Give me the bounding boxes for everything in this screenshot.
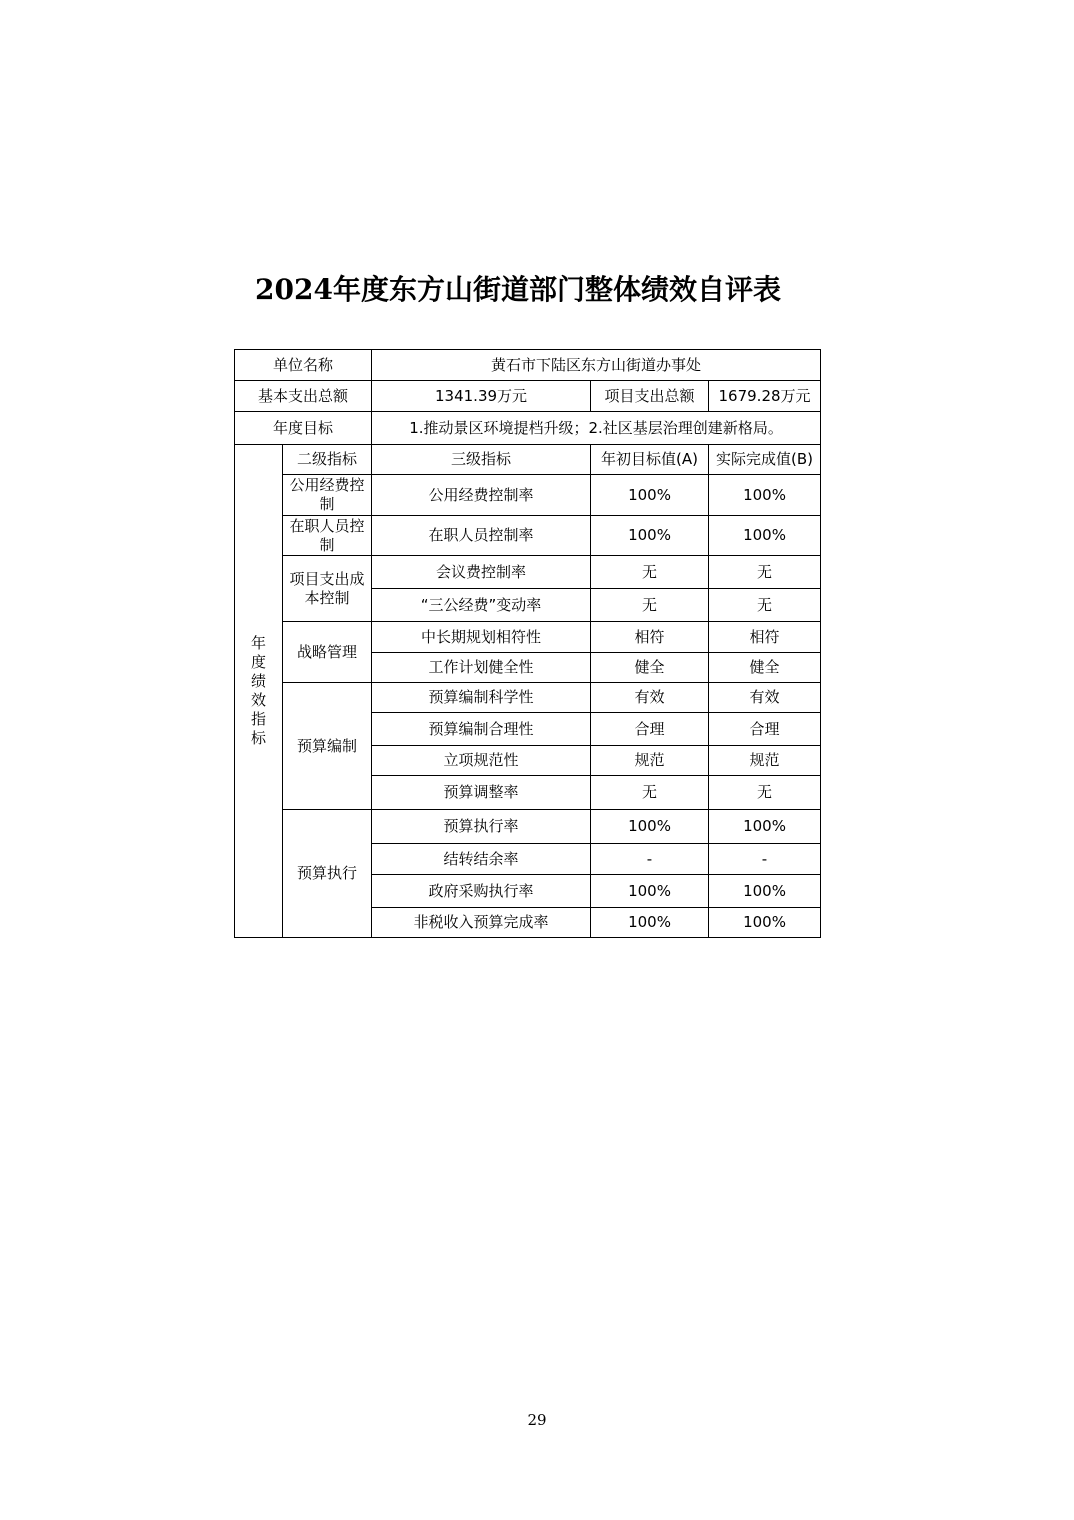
indicator-cell: “三公经费”变动率 [372, 589, 591, 622]
header-level2: 二级指标 [283, 445, 372, 475]
table-row [235, 622, 821, 653]
header-actual: 实际完成值(B) [709, 445, 821, 475]
basic-expense-label: 基本支出总额 [235, 381, 372, 412]
side-label-char: 绩 [250, 672, 266, 690]
performance-table [234, 349, 821, 938]
unit-row [235, 350, 821, 381]
table-row [235, 475, 821, 516]
side-label-char: 效 [250, 691, 266, 709]
page-number: 29 [527, 1411, 547, 1429]
actual-cell: 100% [709, 810, 821, 844]
target-cell: 无 [591, 556, 709, 589]
group-label: 在职人员控制 [283, 516, 372, 556]
actual-cell: 无 [709, 776, 821, 810]
target-cell: 无 [591, 589, 709, 622]
group-label: 预算编制 [283, 683, 372, 810]
side-label-char: 度 [250, 653, 266, 671]
header-row [235, 445, 821, 475]
goal-label: 年度目标 [235, 412, 372, 445]
group-label: 战略管理 [283, 622, 372, 683]
indicator-cell: 公用经费控制率 [372, 475, 591, 516]
target-cell: 无 [591, 776, 709, 810]
header-level3: 三级指标 [372, 445, 591, 475]
target-cell: 100% [591, 516, 709, 556]
actual-cell: 无 [709, 556, 821, 589]
page-title: 2024年度东方山街道部门整体绩效自评表 [255, 273, 781, 306]
table-row [235, 556, 821, 589]
indicator-cell: 工作计划健全性 [372, 653, 591, 683]
unit-label: 单位名称 [235, 350, 372, 381]
indicator-cell: 会议费控制率 [372, 556, 591, 589]
header-target: 年初目标值(A) [591, 445, 709, 475]
actual-cell: 规范 [709, 746, 821, 776]
amount-row [235, 381, 821, 412]
goal-row [235, 412, 821, 445]
table-row [235, 810, 821, 844]
target-cell: 相符 [591, 622, 709, 653]
unit-value: 黄石市下陆区东方山街道办事处 [372, 350, 821, 381]
actual-cell: 合理 [709, 713, 821, 746]
indicator-cell: 中长期规划相符性 [372, 622, 591, 653]
project-expense-label: 项目支出总额 [591, 381, 709, 412]
actual-cell: 100% [709, 516, 821, 556]
project-expense-value: 1679.28万元 [709, 381, 821, 412]
group-label: 预算执行 [283, 810, 372, 938]
indicator-cell: 预算调整率 [372, 776, 591, 810]
table-row [235, 683, 821, 713]
actual-cell: 100% [709, 908, 821, 938]
group-label: 公用经费控制 [283, 475, 372, 516]
indicator-cell: 预算执行率 [372, 810, 591, 844]
actual-cell: 相符 [709, 622, 821, 653]
actual-cell: 无 [709, 589, 821, 622]
target-cell: 100% [591, 908, 709, 938]
indicator-cell: 在职人员控制率 [372, 516, 591, 556]
actual-cell: 100% [709, 875, 821, 908]
group-label: 项目支出成本控制 [283, 556, 372, 622]
indicator-cell: 预算编制科学性 [372, 683, 591, 713]
side-label-char: 标 [250, 729, 266, 747]
actual-cell: 有效 [709, 683, 821, 713]
goal-value: 1.推动景区环境提档升级；2.社区基层治理创建新格局。 [372, 412, 821, 445]
indicator-cell: 结转结余率 [372, 844, 591, 875]
target-cell: 健全 [591, 653, 709, 683]
actual-cell: 健全 [709, 653, 821, 683]
side-label-char: 指 [250, 710, 266, 728]
indicator-cell: 非税收入预算完成率 [372, 908, 591, 938]
side-label-char: 年 [250, 634, 266, 652]
table-row [235, 516, 821, 556]
basic-expense-value: 1341.39万元 [372, 381, 591, 412]
indicator-cell: 预算编制合理性 [372, 713, 591, 746]
target-cell: 有效 [591, 683, 709, 713]
indicator-cell: 政府采购执行率 [372, 875, 591, 908]
side-label-text [237, 634, 280, 748]
target-cell: 100% [591, 475, 709, 516]
target-cell: 规范 [591, 746, 709, 776]
side-label [235, 445, 283, 938]
actual-cell: - [709, 844, 821, 875]
indicator-cell: 立项规范性 [372, 746, 591, 776]
target-cell: 100% [591, 810, 709, 844]
target-cell: - [591, 844, 709, 875]
target-cell: 100% [591, 875, 709, 908]
target-cell: 合理 [591, 713, 709, 746]
actual-cell: 100% [709, 475, 821, 516]
